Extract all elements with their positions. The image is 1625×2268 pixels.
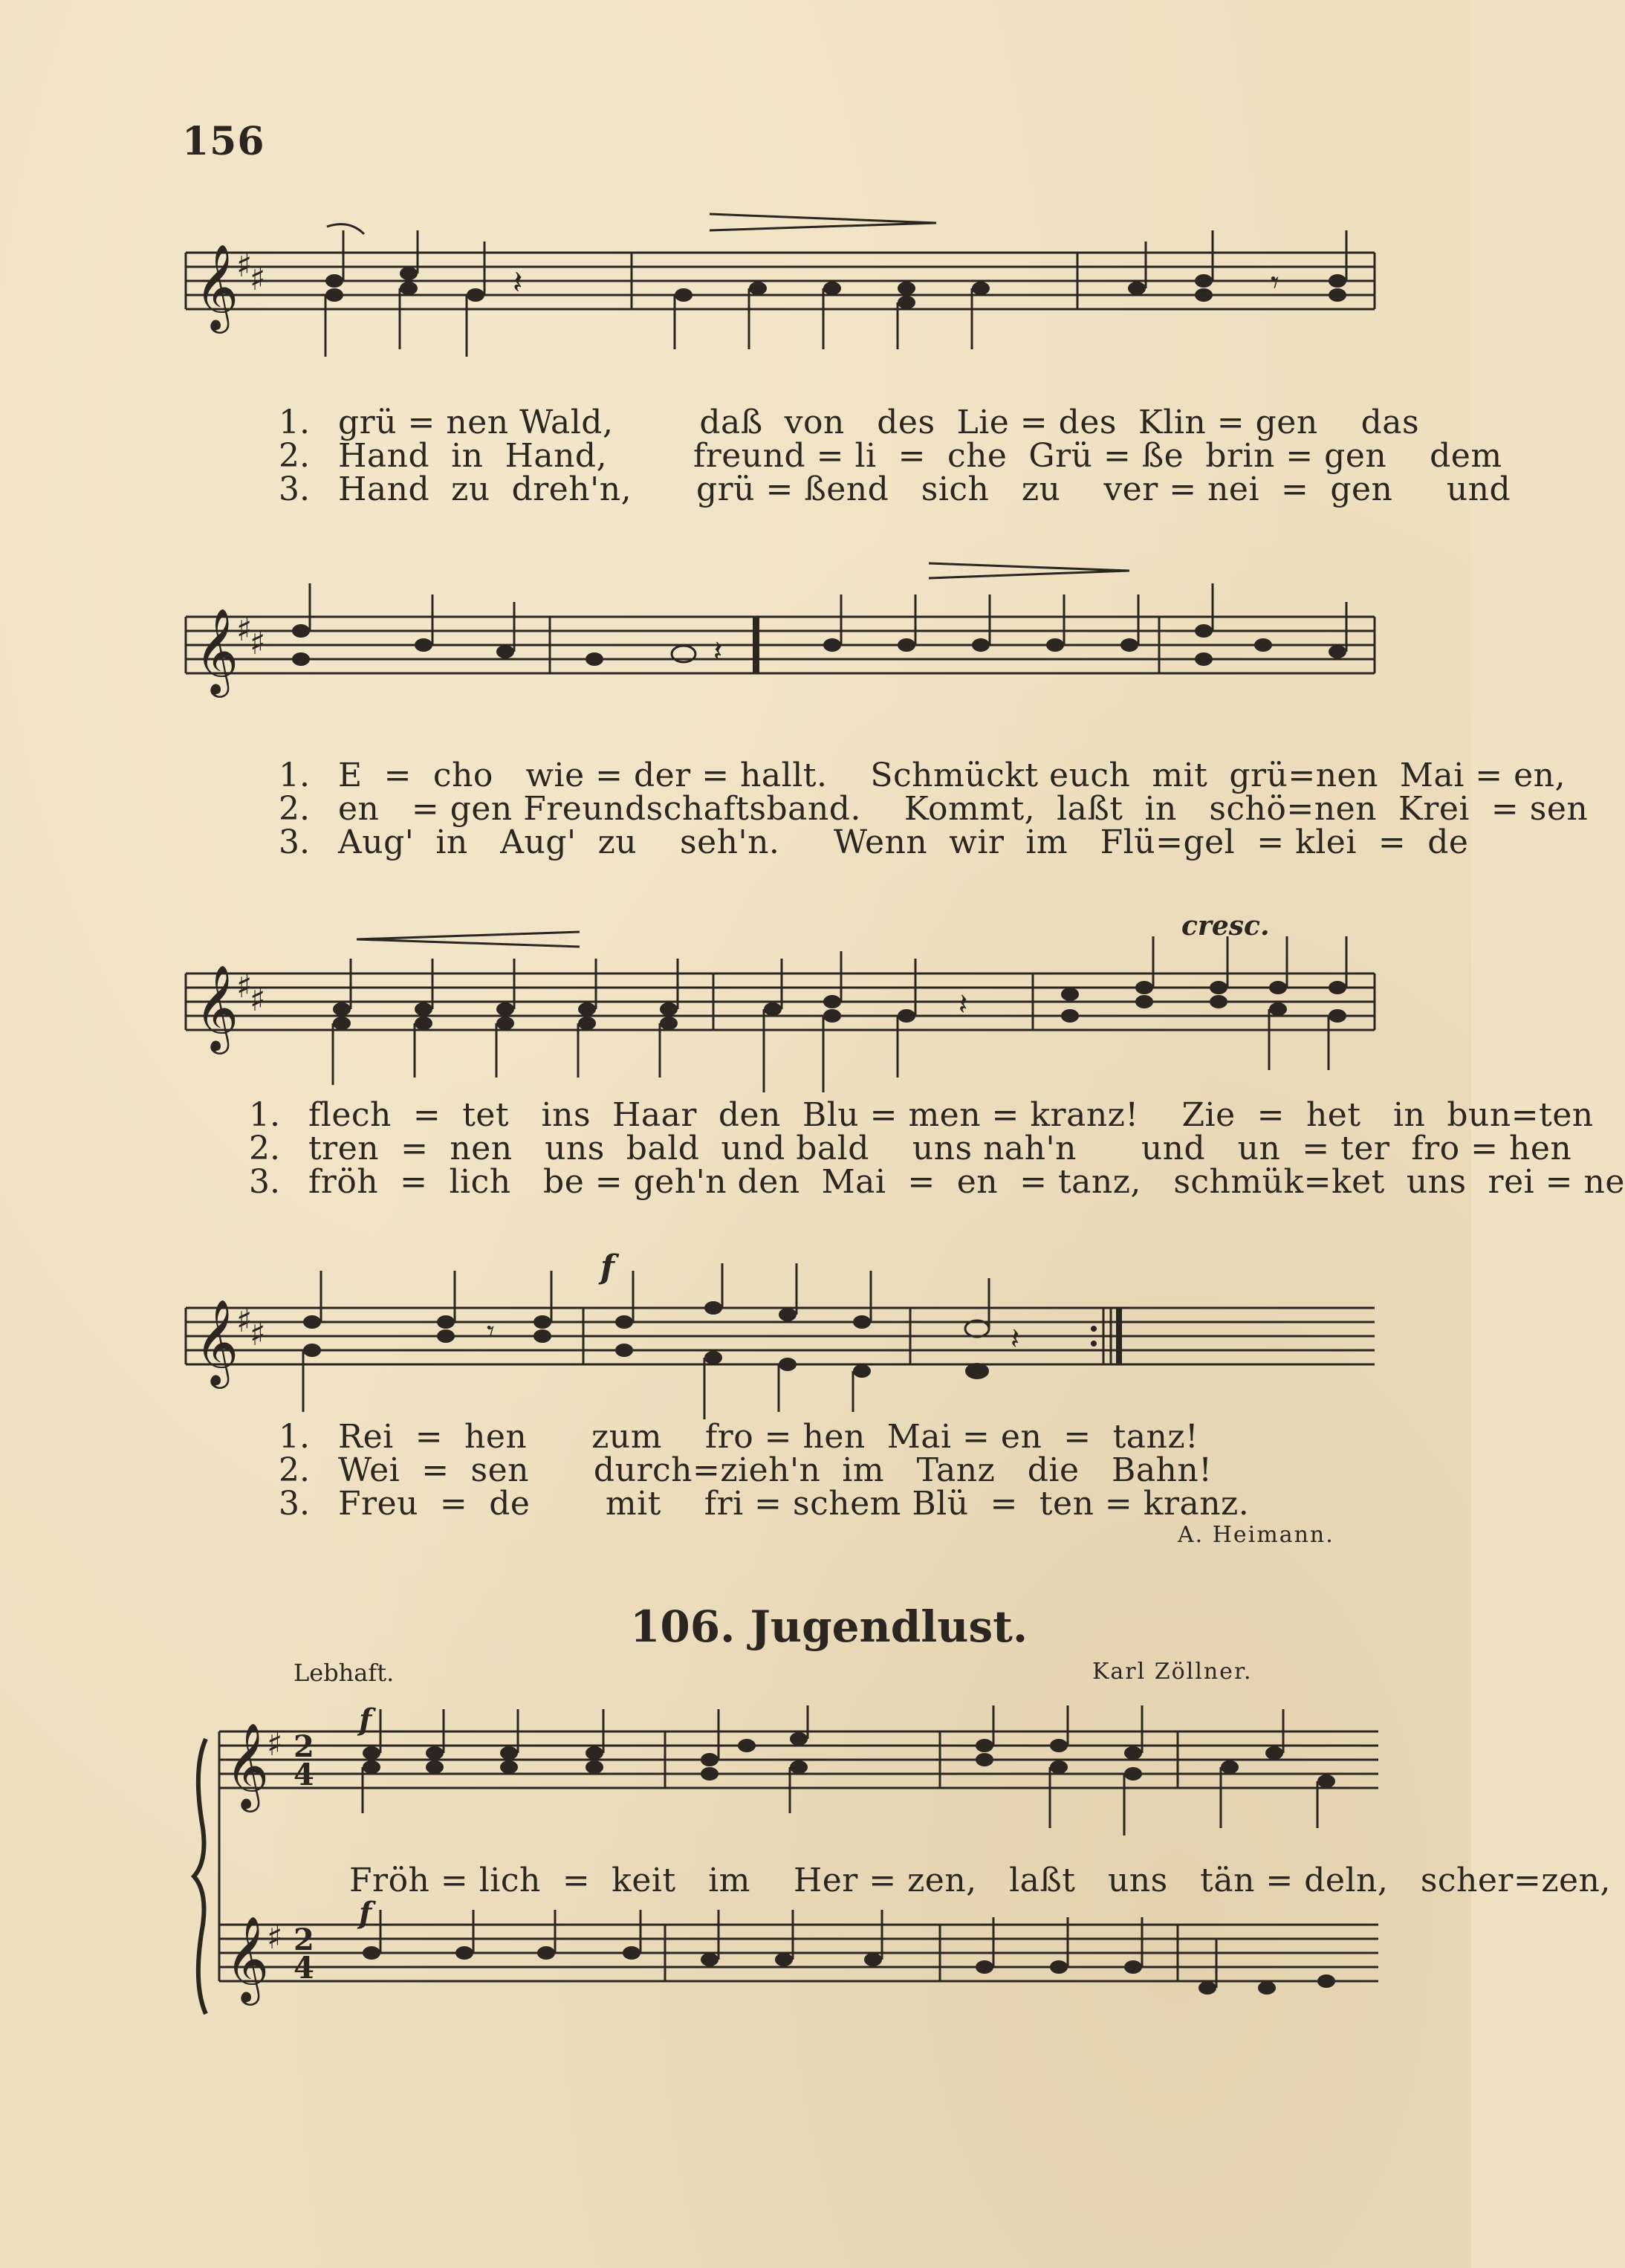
svg-text:𝄾: 𝄾 xyxy=(487,1315,495,1349)
song-title: 106. Jugendlust. xyxy=(630,1601,1028,1652)
verse-number: 2. xyxy=(279,1451,310,1489)
svg-text:♯: ♯ xyxy=(236,968,253,1005)
forte-marking-lower: f xyxy=(359,1896,372,1931)
svg-text:♯: ♯ xyxy=(250,1315,266,1353)
verse-number: 2. xyxy=(249,1130,280,1167)
cresc-marking: cresc. xyxy=(1181,910,1270,942)
lyric-line: grü = nen Wald, daß von des Lie = des Klin = gen das xyxy=(338,404,1420,441)
svg-text:♯: ♯ xyxy=(236,1302,253,1340)
lyric-line: Rei = hen zum fro = hen Mai = en = tanz! xyxy=(338,1418,1199,1456)
lyric-line: Wei = sen durch=zieh'n im Tanz die Bahn! xyxy=(338,1451,1213,1489)
song-lyrics: Fröh = lich = keit im Her = zen, laßt uns tän = deln, scher=zen, xyxy=(349,1862,1611,1899)
arranger-credit: A. Heimann. xyxy=(1178,1522,1334,1548)
svg-text:♯: ♯ xyxy=(250,260,266,298)
verse-number: 2. xyxy=(279,790,310,828)
svg-text:𝄽: 𝄽 xyxy=(713,635,723,669)
svg-text:♯: ♯ xyxy=(236,247,253,285)
verse-number: 1. xyxy=(279,756,310,794)
lyric-line: Freu = de mit fri = schem Blü = ten = kranz. xyxy=(338,1485,1250,1523)
lyric-line: flech = tet ins Haar den Blu = men = kranz! Zie = het in bun=ten xyxy=(308,1096,1594,1134)
verse-number: 1. xyxy=(279,404,310,441)
time-sig-top: 2 xyxy=(293,1729,314,1764)
lyric-line: tren = nen uns bald und bald uns nah'n und un = ter fro = hen xyxy=(308,1130,1572,1167)
verse-number: 3. xyxy=(279,470,310,508)
svg-text:𝄞: 𝄞 xyxy=(225,1915,270,2002)
composer-credit: Karl Zöllner. xyxy=(1092,1659,1253,1685)
svg-text:♯: ♯ xyxy=(236,611,253,649)
lyric-line: en = gen Freundschaftsband. Kommt, laßt in schö=nen Krei = sen xyxy=(338,790,1589,828)
lyric-line: Hand in Hand, freund = li = che Grü = ße brin = gen dem xyxy=(338,437,1502,475)
forte-marking-upper: f xyxy=(359,1702,372,1737)
music-staff-2 xyxy=(178,550,1389,743)
svg-text:♯: ♯ xyxy=(267,1726,283,1763)
verse-number: 1. xyxy=(249,1096,280,1134)
verse-number: 1. xyxy=(279,1418,310,1456)
svg-text:♯: ♯ xyxy=(267,1919,283,1957)
verse-number: 2. xyxy=(279,437,310,475)
lyric-line: Aug' in Aug' zu seh'n. Wenn wir im Flü=gel = klei = de xyxy=(338,823,1469,861)
svg-text:♯: ♯ xyxy=(250,624,266,662)
lyric-line: E = cho wie = der = hallt. Schmückt euch mit grü=nen Mai = en, xyxy=(338,756,1566,794)
svg-text:𝄞: 𝄞 xyxy=(195,607,239,694)
music-staff-4 xyxy=(178,1248,1389,1442)
svg-text:𝄽: 𝄽 xyxy=(959,988,968,1022)
svg-text:𝄞: 𝄞 xyxy=(195,1298,239,1385)
tempo-marking: Lebhaft. xyxy=(293,1659,395,1687)
time-sig-bottom-lower: 4 xyxy=(293,1951,314,1986)
verse-number: 3. xyxy=(279,823,310,861)
time-sig-bottom: 4 xyxy=(293,1757,314,1792)
verse-number: 3. xyxy=(249,1163,280,1201)
lyric-line: Hand zu dreh'n, grü = ßend sich zu ver = nei = gen und xyxy=(338,470,1511,508)
time-sig-top-lower: 2 xyxy=(293,1922,314,1957)
page-number: 156 xyxy=(182,119,265,164)
svg-text:𝄞: 𝄞 xyxy=(195,964,239,1051)
svg-text:𝄞: 𝄞 xyxy=(195,243,239,330)
verse-number: 3. xyxy=(279,1485,310,1523)
svg-text:𝄾: 𝄾 xyxy=(1271,264,1279,302)
svg-text:𝄽: 𝄽 xyxy=(513,264,523,302)
svg-text:𝄞: 𝄞 xyxy=(225,1722,270,1809)
lyric-line: fröh = lich be = geh'n den Mai = en = tanz, schmük=ket uns rei = ne xyxy=(308,1163,1625,1201)
svg-text:𝄽: 𝄽 xyxy=(1011,1322,1020,1356)
music-staff-3 xyxy=(178,921,1389,1115)
forte-marking: f xyxy=(600,1248,614,1286)
music-staff-1 xyxy=(178,201,1389,394)
svg-text:♯: ♯ xyxy=(250,981,266,1019)
